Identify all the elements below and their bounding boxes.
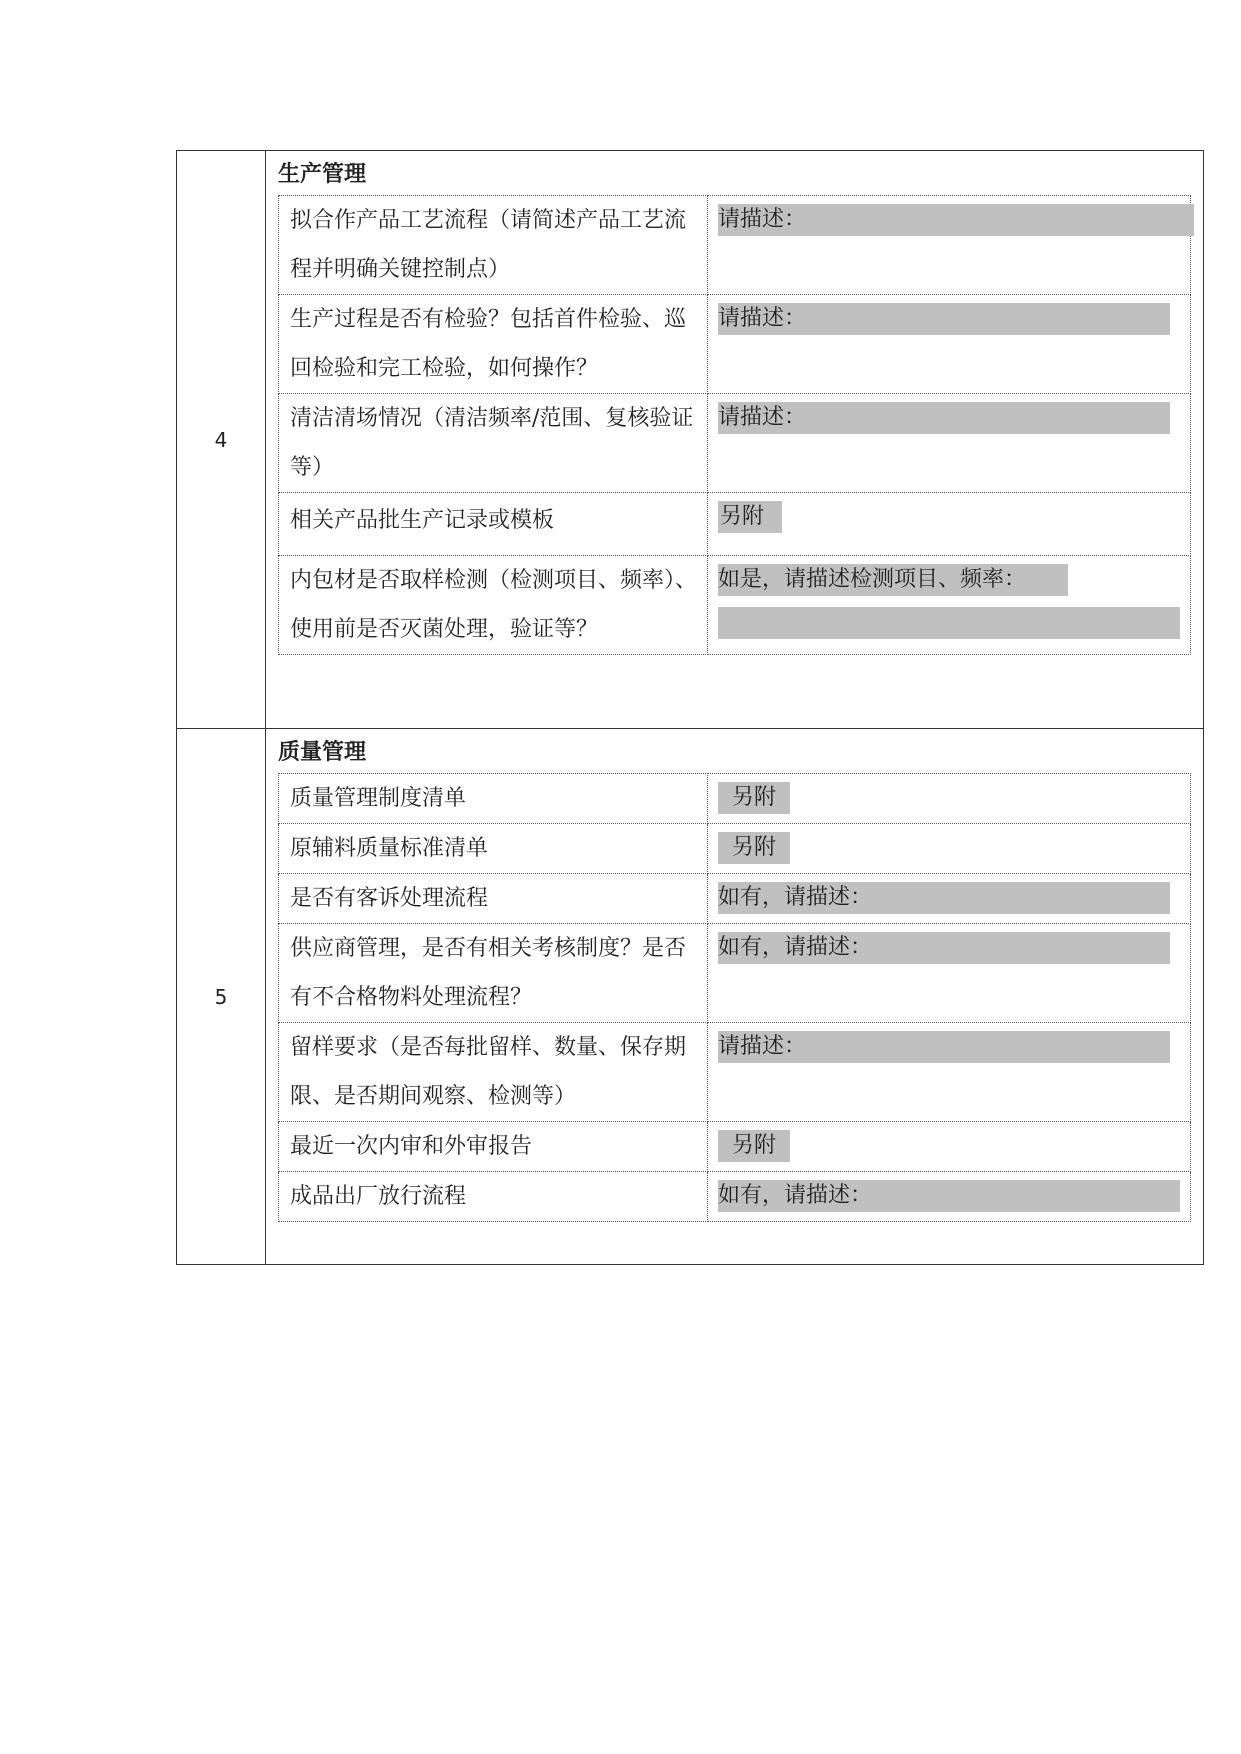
- attachment-field[interactable]: 另附: [718, 1130, 790, 1162]
- answer-cell[interactable]: [708, 556, 1191, 655]
- answer-cell[interactable]: [708, 874, 1191, 924]
- question-cell: 生产过程是否有检验？包括首件检验、巡回检验和完工检验，如何操作？: [279, 295, 708, 394]
- table-row: [279, 556, 1191, 655]
- answer-field[interactable]: 请描述：: [718, 303, 1170, 335]
- table-row: [279, 295, 1191, 394]
- answer-cell[interactable]: [708, 493, 1191, 556]
- question-cell: 内包材是否取样检测（检测项目、频率）、使用前是否灭菌处理，验证等？: [279, 556, 708, 655]
- answer-blank-field[interactable]: [718, 607, 1180, 639]
- answer-cell[interactable]: [708, 1172, 1191, 1222]
- question-cell: 留样要求（是否每批留样、数量、保存期限、是否期间观察、检测等）: [279, 1023, 708, 1122]
- table-row: [279, 394, 1191, 493]
- answer-cell[interactable]: [708, 394, 1191, 493]
- section-title: 质量管理: [278, 740, 367, 765]
- question-cell: 供应商管理，是否有相关考核制度？是否有不合格物料处理流程？: [279, 924, 708, 1023]
- answer-field[interactable]: 请描述：: [718, 1031, 1170, 1063]
- table-row: [279, 493, 1191, 556]
- table-row: [279, 924, 1191, 1023]
- table-row: [279, 1122, 1191, 1172]
- attachment-field[interactable]: 另附: [718, 832, 790, 864]
- section-content: [266, 729, 1204, 1265]
- section-row-production: [177, 151, 1204, 729]
- table-row: [279, 1172, 1191, 1222]
- answer-cell[interactable]: [708, 295, 1191, 394]
- question-cell: 最近一次内审和外审报告: [279, 1122, 708, 1172]
- question-cell: 是否有客诉处理流程: [279, 874, 708, 924]
- question-cell: 质量管理制度清单: [279, 774, 708, 824]
- answer-cell[interactable]: [708, 1122, 1191, 1172]
- question-cell: 拟合作产品工艺流程（请简述产品工艺流程并明确关键控制点）: [279, 196, 708, 295]
- question-cell: 原辅料质量标准清单: [279, 824, 708, 874]
- answer-cell[interactable]: [708, 924, 1191, 1023]
- section-title: 生产管理: [278, 162, 367, 187]
- attachment-field[interactable]: 另附: [718, 782, 790, 814]
- question-cell: 成品出厂放行流程: [279, 1172, 708, 1222]
- section-row-quality: [177, 729, 1204, 1265]
- question-cell: 清洁清场情况（清洁频率/范围、复核验证等）: [279, 394, 708, 493]
- table-row: [279, 196, 1191, 295]
- question-cell: 相关产品批生产记录或模板: [279, 493, 708, 556]
- section-number: 5: [177, 729, 266, 1265]
- table-row: [279, 774, 1191, 824]
- answer-field[interactable]: 如有，请描述：: [718, 882, 1170, 914]
- answer-cell[interactable]: [708, 1023, 1191, 1122]
- section-number: 4: [177, 151, 266, 729]
- section-content: [266, 151, 1204, 729]
- answer-field[interactable]: 请描述：: [718, 204, 1194, 236]
- table-row: [279, 824, 1191, 874]
- production-questions-table: [278, 195, 1191, 655]
- audit-form-table: [176, 150, 1204, 1265]
- attachment-field[interactable]: 另附: [718, 501, 782, 533]
- answer-cell[interactable]: [708, 774, 1191, 824]
- table-row: [279, 1023, 1191, 1122]
- answer-field[interactable]: 如是，请描述检测项目、频率：: [718, 564, 1068, 596]
- answer-cell[interactable]: [708, 196, 1191, 295]
- answer-field[interactable]: 如有，请描述：: [718, 1180, 1180, 1212]
- answer-cell[interactable]: [708, 824, 1191, 874]
- answer-field[interactable]: 请描述：: [718, 402, 1170, 434]
- answer-field[interactable]: 如有，请描述：: [718, 932, 1170, 964]
- table-row: [279, 874, 1191, 924]
- quality-questions-table: [278, 773, 1191, 1222]
